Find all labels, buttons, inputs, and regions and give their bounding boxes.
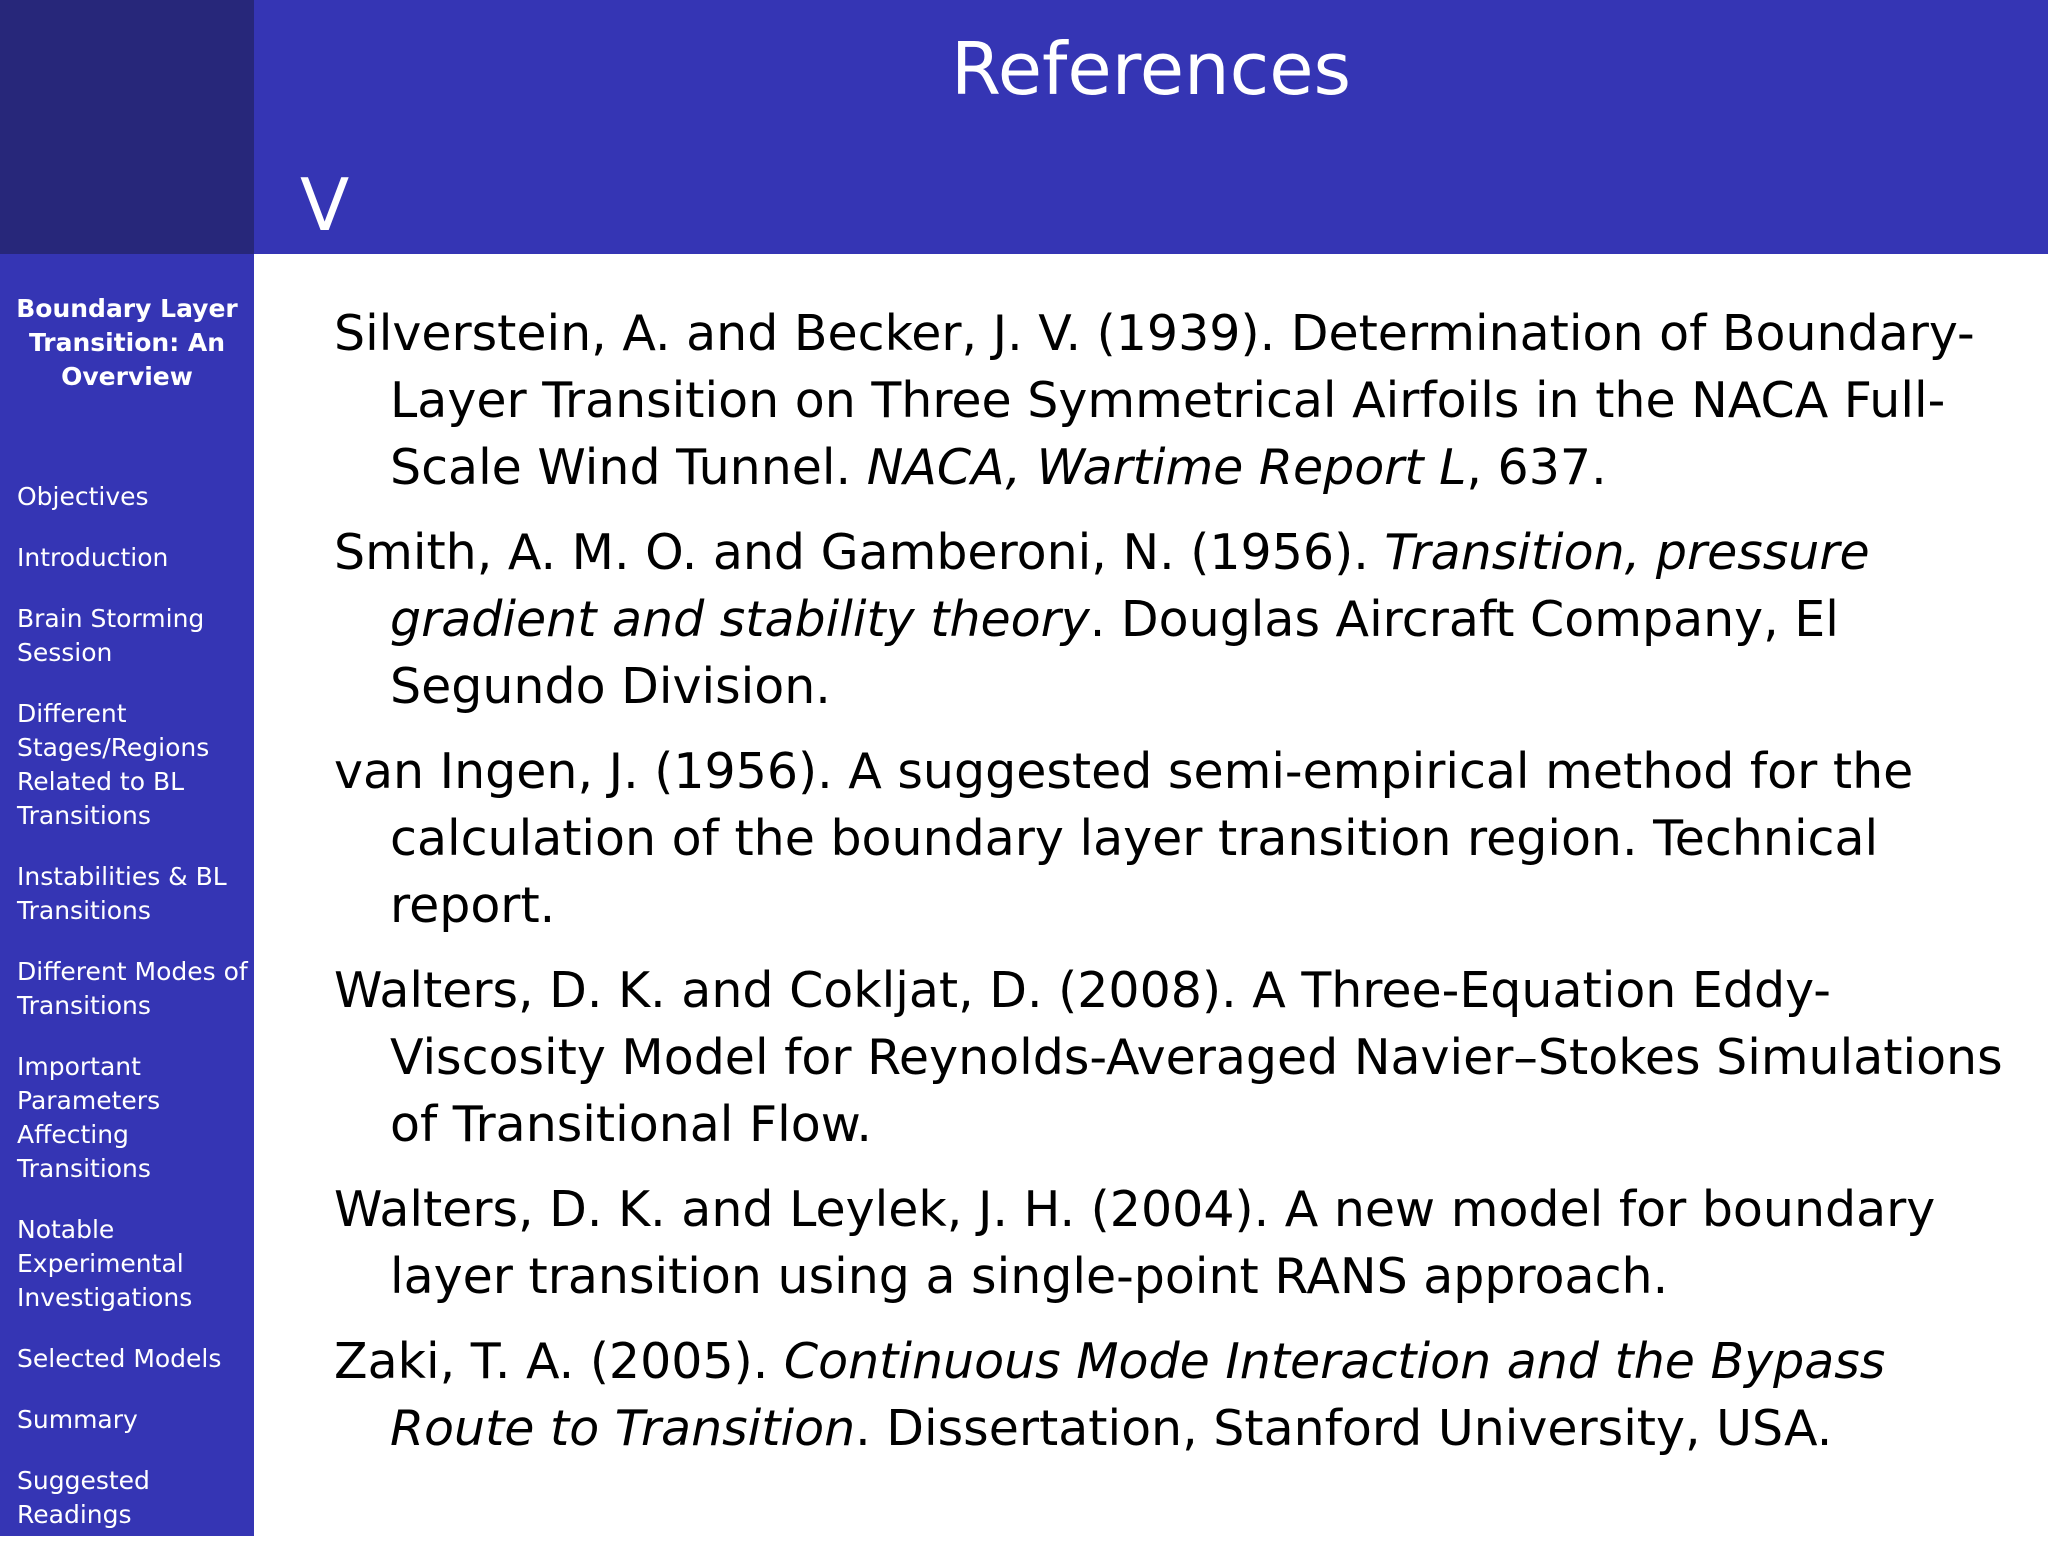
reference-text: Walters, D. K. and Cokljat, D. (2008). A Three-Equation Eddy-Viscosity Model for Reynolds-Averaged Navier–Stokes Simulations of Transitional Flow. (334, 962, 2003, 1153)
slide-header (254, 0, 2048, 254)
sidebar-item-parameters[interactable]: Important Parameters Affecting Transitions (17, 1052, 161, 1183)
sidebar-item-introduction[interactable]: Introduction (17, 543, 169, 572)
reference-text-end: . Dissertation, Stanford University, USA. (855, 1400, 1833, 1457)
sidebar-logo-area (0, 0, 254, 254)
reference-item (334, 1176, 2004, 1310)
reference-text-end: , 637. (1466, 439, 1607, 496)
reference-italic-text: Transition, pressure gradient and stability theory (390, 524, 1870, 648)
sidebar (0, 254, 254, 1536)
sidebar-item-models[interactable]: Selected Models (17, 1344, 222, 1373)
sidebar-item-objectives[interactable]: Objectives (17, 482, 149, 511)
reference-text: Smith, A. M. O. and Gamberoni, N. (1956). (334, 524, 1385, 581)
reference-text: van Ingen, J. (1956). A suggested semi-empirical method for the calculation of the boundary layer transition region. Technical report. (334, 743, 1914, 934)
reference-item (334, 1328, 2004, 1462)
reference-text: Walters, D. K. and Leylek, J. H. (2004). A new model for boundary layer transition using a single-point RANS approach. (334, 1181, 1936, 1305)
slide-subtitle: V (300, 163, 350, 247)
sidebar-item-brain-storming[interactable]: Brain Storming Session (17, 604, 205, 667)
reference-italic-text: Continuous Mode Interaction and the Bypass Route to Transition (390, 1333, 1886, 1457)
reference-item (334, 300, 2004, 501)
sidebar-nav (17, 480, 249, 1559)
reference-text: Silverstein, A. and Becker, J. V. (1939). Determination of Boundary-Layer Transition on Three Symmetrical Airfoils in the NACA Full-Scale Wind Tunnel. (334, 305, 1975, 496)
reference-text-end: . Douglas Aircraft Company, El Segundo Division. (390, 591, 1839, 715)
sidebar-item-suggested-readings[interactable]: Suggested Readings (17, 1466, 150, 1529)
slide-title: References (950, 27, 1352, 111)
sidebar-item-different-stages[interactable]: Different Stages/Regions Related to BL Transitions (17, 699, 210, 830)
references-list (334, 300, 2004, 1480)
sidebar-item-experimental[interactable]: Notable Experimental Investigations (17, 1215, 193, 1312)
sidebar-item-modes[interactable]: Different Modes of Transitions (17, 957, 248, 1020)
reference-item (334, 957, 2004, 1158)
presentation-title[interactable]: Boundary Layer Transition: An Overview (16, 294, 238, 391)
reference-italic-text: NACA, Wartime Report L (866, 439, 1467, 496)
sidebar-item-instabilities[interactable]: Instabilities & BL Transitions (17, 862, 227, 925)
reference-item (334, 738, 2004, 939)
sidebar-item-summary[interactable]: Summary (17, 1405, 138, 1434)
reference-text: Zaki, T. A. (2005). (334, 1333, 784, 1390)
reference-item (334, 519, 2004, 720)
